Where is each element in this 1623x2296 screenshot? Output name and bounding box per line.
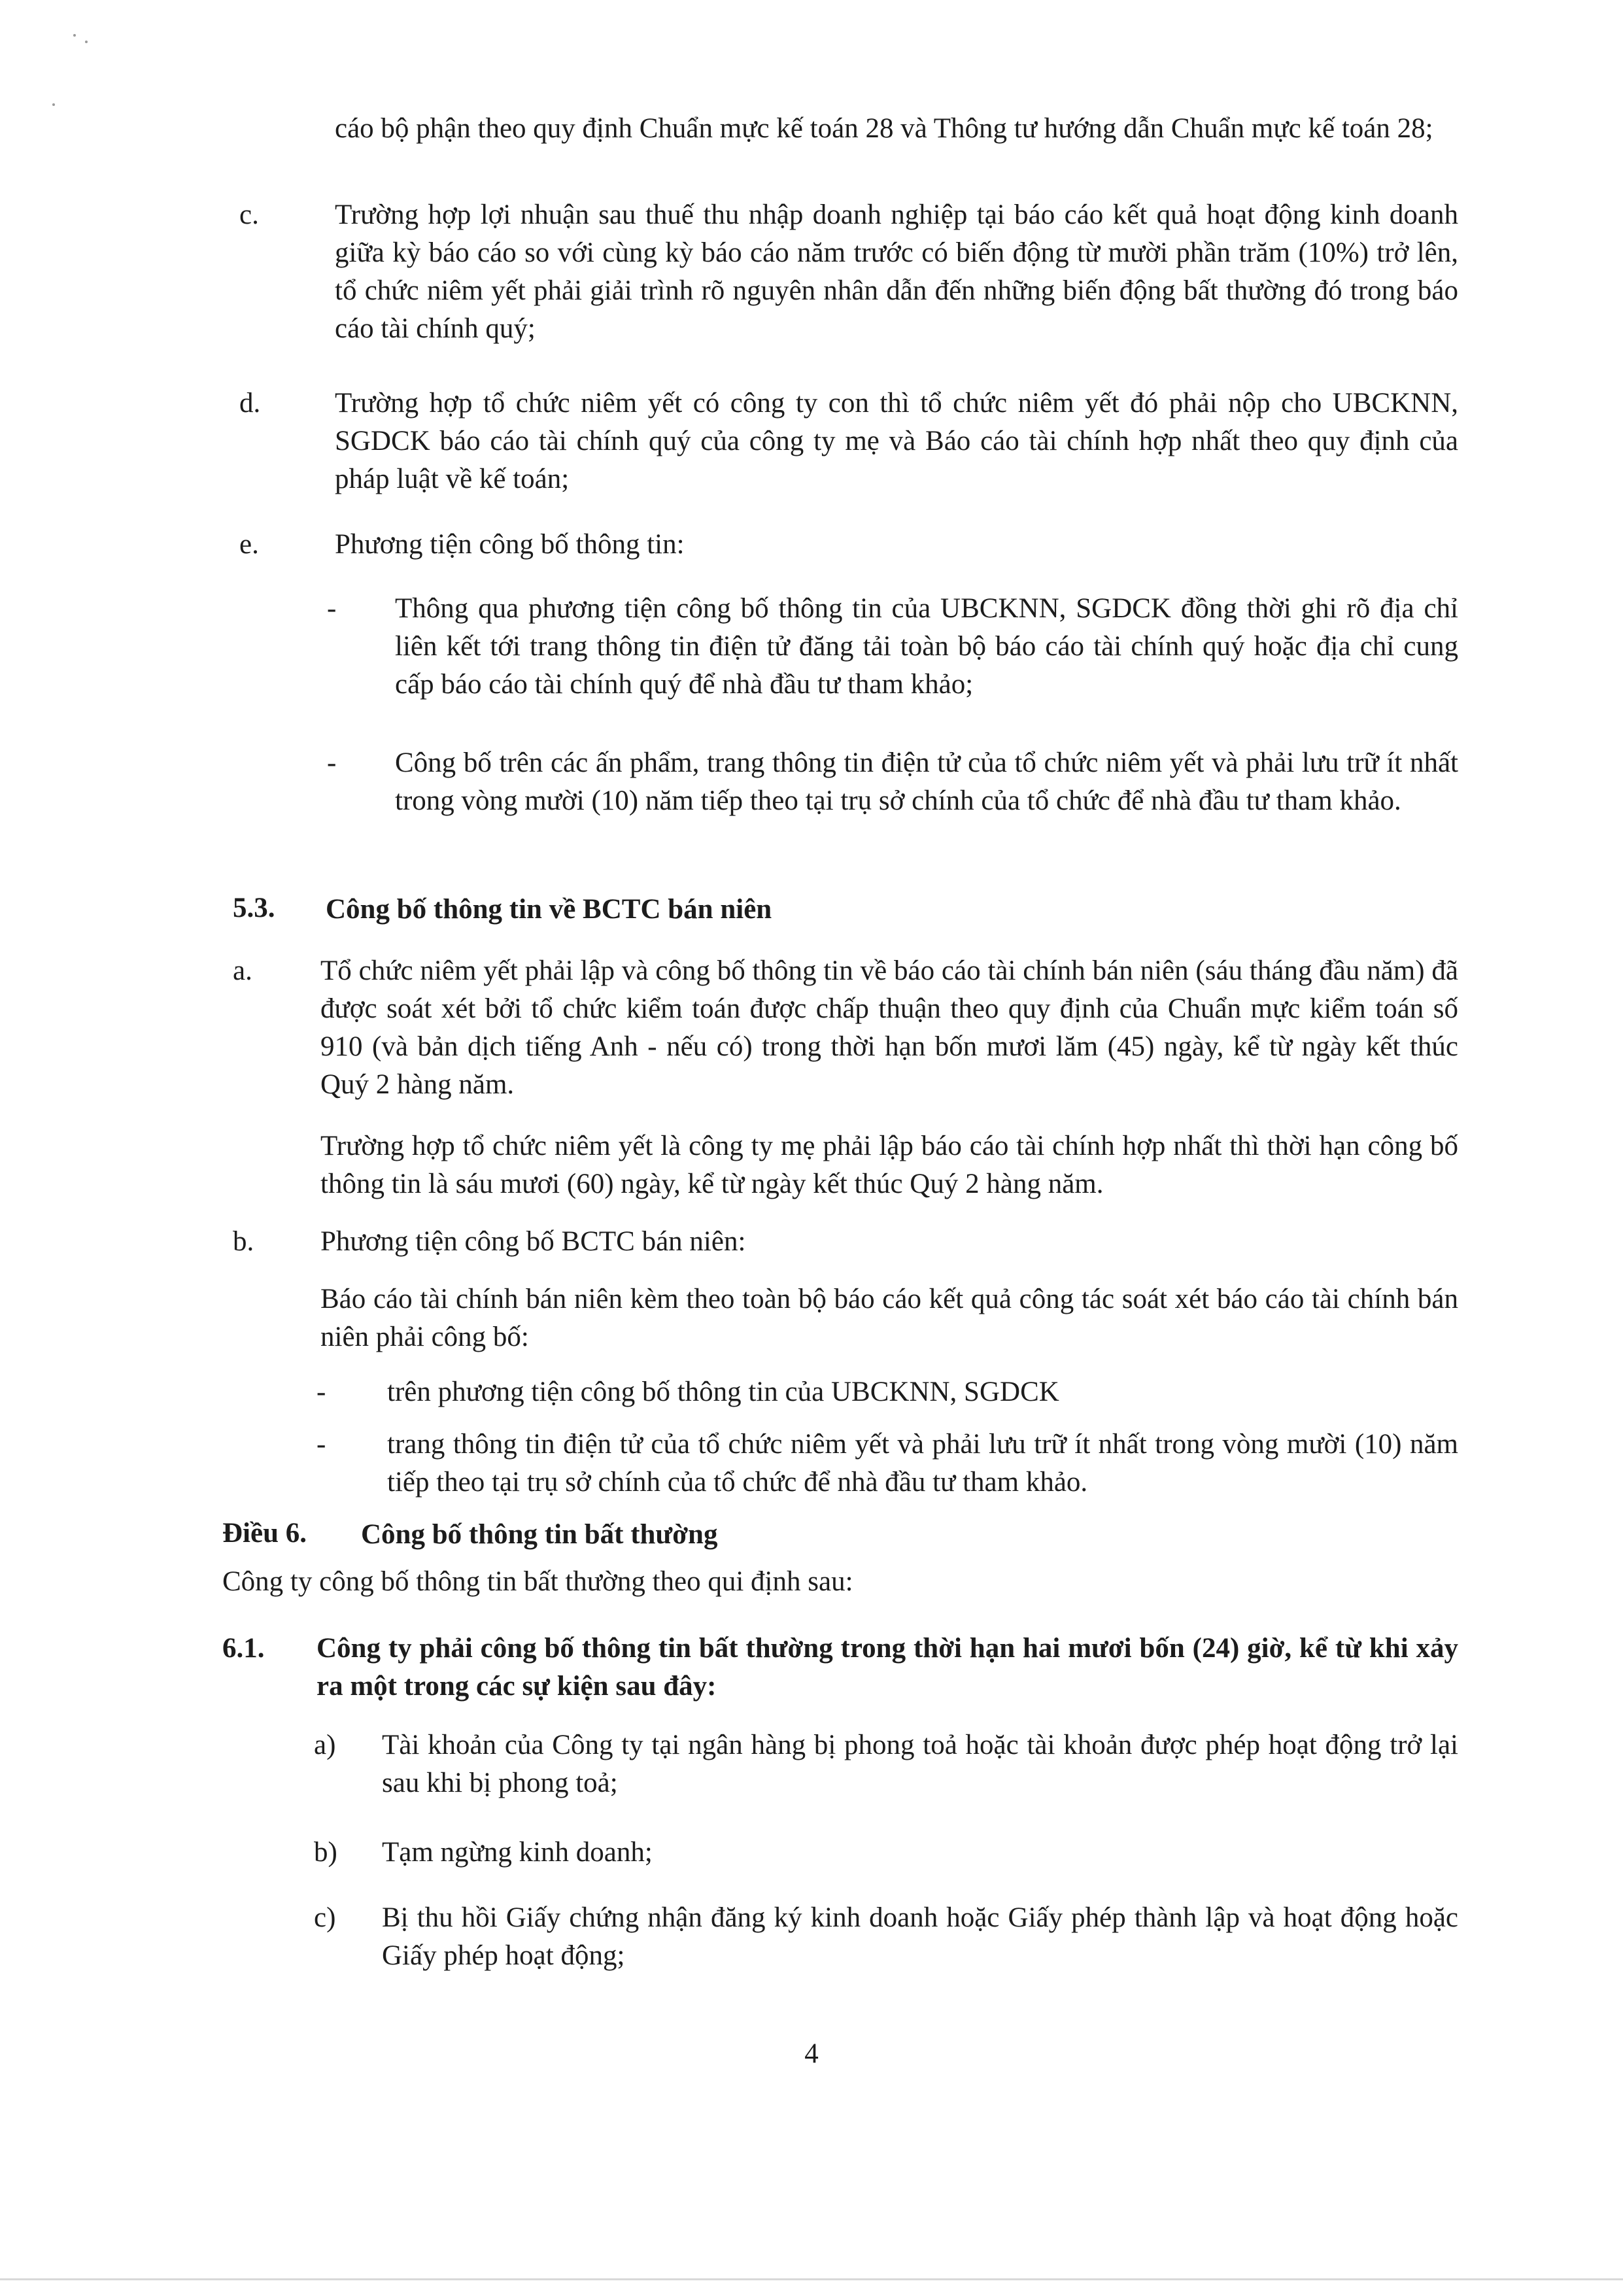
scan-speck (52, 103, 55, 106)
item-e-marker: e. (239, 529, 259, 560)
section-5-3-item-a-para-1: Tổ chức niêm yết phải lập và công bố thông tin về báo cáo tài chính bán niên (sáu tháng đầu năm) đã được soát xét bởi tổ chức kiểm toán được chấp thuận theo quy định của Chuẩn mực kiểm toán số 910 (và bản dịch tiếng Anh - nếu có) trong thời hạn bốn mươi lăm (45) ngày, kể từ ngày kết thúc Quý 2 hàng năm. (320, 955, 1458, 1100)
scan-edge-line (0, 2278, 1623, 2280)
section-5-3-item-a-para-2: Trường hợp tổ chức niêm yết là công ty mẹ phải lập báo cáo tài chính hợp nhất thì thời hạn công bố thông tin là sáu mươi (60) ngày, kể từ ngày kết thúc Quý 2 hàng năm. (320, 1131, 1458, 1199)
item-d-marker: d. (239, 388, 261, 419)
section-6-1-item-c-marker: c) (314, 1902, 336, 1933)
section-6-1-number: 6.1. (222, 1633, 265, 1664)
section-5-3-item-b-para: Báo cáo tài chính bán niên kèm theo toàn bộ báo cáo kết quả công tác soát xét báo cáo tài chính bán niên phải công bố: (320, 1284, 1458, 1352)
section-6-1-title: Công ty phải công bố thông tin bất thường trong thời hạn hai mươi bốn (24) giờ, kể từ khi xảy ra một trong các sự kiện sau đây: (316, 1633, 1458, 1702)
article-6-title: Công bố thông tin bất thường (361, 1519, 718, 1550)
section-5-3-item-b-bullet-1-text: trên phương tiện công bố thông tin của UBCKNN, SGDCK (387, 1377, 1059, 1407)
scan-speck (73, 34, 76, 37)
section-5-3-item-b-text: Phương tiện công bố BCTC bán niên: (320, 1226, 746, 1257)
section-6-1-item-a-marker: a) (314, 1730, 336, 1760)
section-6-1-item-b-text: Tạm ngừng kinh doanh; (382, 1837, 653, 1868)
continuation-paragraph: cáo bộ phận theo quy định Chuẩn mực kế toán 28 và Thông tư hướng dẫn Chuẩn mực kế toán 28; (335, 113, 1433, 144)
section-5-3-number: 5.3. (233, 893, 275, 923)
section-6-1-item-a-text: Tài khoản của Công ty tại ngân hàng bị phong toả hoặc tài khoản được phép hoạt động trở lại sau khi bị phong toả; (382, 1730, 1458, 1798)
section-6-1-item-c-text: Bị thu hồi Giấy chứng nhận đăng ký kinh doanh hoặc Giấy phép thành lập và hoạt động hoặc Giấy phép hoạt động; (382, 1902, 1458, 1971)
item-e-bullet-2-marker: - (327, 747, 337, 778)
item-c-marker: c. (239, 199, 259, 230)
section-5-3-item-b-bullet-2-marker: - (316, 1429, 326, 1460)
article-6-label: Điều 6. (222, 1518, 307, 1549)
section-5-3-title: Công bố thông tin về BCTC bán niên (326, 894, 772, 925)
item-e-bullet-1-marker: - (327, 593, 337, 624)
item-d-text: Trường hợp tổ chức niêm yết có công ty con thì tổ chức niêm yết đó phải nộp cho UBCKNN, SGDCK báo cáo tài chính quý của công ty mẹ và Báo cáo tài chính hợp nhất theo quy định của pháp luật về kế toán; (335, 388, 1458, 494)
section-5-3-item-b-bullet-2-text: trang thông tin điện tử của tổ chức niêm yết và phải lưu trữ ít nhất trong vòng mười (10) năm tiếp theo tại trụ sở chính của tổ chức để nhà đầu tư tham khảo. (387, 1429, 1458, 1498)
item-e-text: Phương tiện công bố thông tin: (335, 529, 685, 560)
scan-speck (85, 41, 88, 43)
section-5-3-item-a-marker: a. (233, 955, 252, 986)
section-5-3-item-b-bullet-1-marker: - (316, 1377, 326, 1407)
item-e-bullet-2-text: Công bố trên các ấn phẩm, trang thông tin điện tử của tổ chức niêm yết và phải lưu trữ ít nhất trong vòng mười (10) năm tiếp theo tại trụ sở chính của tổ chức để nhà đầu tư tham khảo. (395, 747, 1458, 816)
item-c-text: Trường hợp lợi nhuận sau thuế thu nhập doanh nghiệp tại báo cáo kết quả hoạt động kinh doanh giữa kỳ báo cáo so với cùng kỳ báo cáo năm trước có biến động từ mười phần trăm (10%) trở lên, tổ chức niêm yết phải giải trình rõ nguyên nhân dẫn đến những biến động bất thường đó trong báo cáo tài chính quý; (335, 199, 1458, 344)
article-6-intro: Công ty công bố thông tin bất thường theo qui định sau: (222, 1566, 853, 1597)
section-5-3-item-b-marker: b. (233, 1226, 254, 1257)
page-number: 4 (804, 2038, 819, 2069)
item-e-bullet-1-text: Thông qua phương tiện công bố thông tin của UBCKNN, SGDCK đồng thời ghi rõ địa chỉ liên kết tới trang thông tin điện tử đăng tải toàn bộ báo cáo tài chính quý hoặc địa chỉ cung cấp báo cáo tài chính quý để nhà đầu tư tham khảo; (395, 593, 1458, 700)
section-6-1-item-b-marker: b) (314, 1837, 337, 1868)
